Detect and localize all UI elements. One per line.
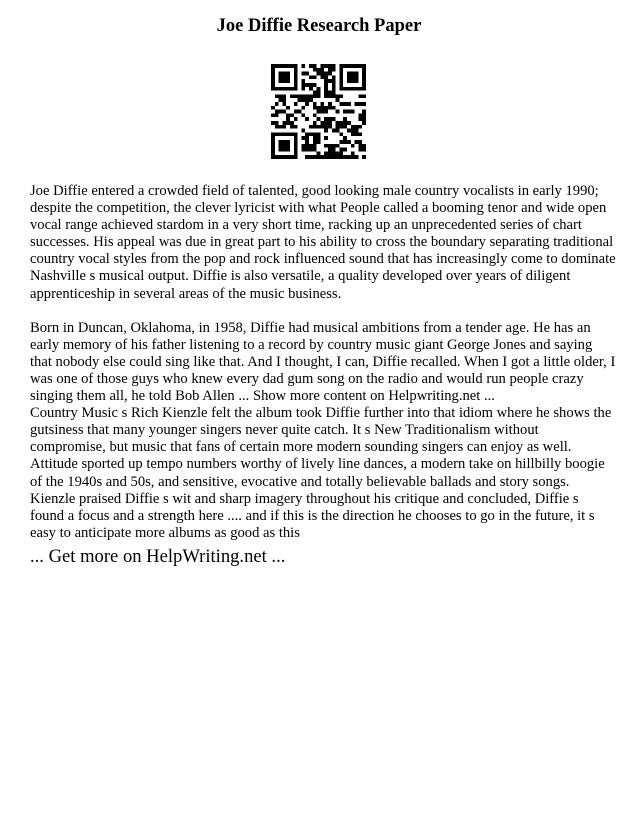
- get-more-link[interactable]: ... Get more on HelpWriting.net ...: [30, 546, 286, 567]
- page-title: Joe Diffie Research Paper: [216, 16, 422, 36]
- article-body: [30, 183, 616, 542]
- paragraph-early-life: Born in Duncan, Oklahoma, in 1958, Diffie had musical ambitions from a tender age. He has an early memory of his father listening to a record by country music giant George Jones and saying that nobody else could sing like that. And I thought, I can, Diffie recalled. When I got a little older, I was one of those guys who knew every dad gum song on the radio and would run people crazy singing them all, he told Bob Allen ... Show more content on Helpwriting.net ...: [30, 319, 616, 405]
- paragraph-intro: Joe Diffie entered a crowded field of talented, good looking male country vocalists in early 1990; despite the competition, the clever lyricist with what People called a booming tenor and wide open vocal range achieved stardom in a very short time, racking up an unprecedented series of chart successes. His appeal was due in great part to his ability to cross the boundary separating traditional country vocal styles from the pop and rock influenced sound that has increasingly come to dominate Nashville s musical output. Diffie is also versatile, a quality developed over years of diligent apprenticeship in several areas of the music business.: [30, 183, 616, 302]
- qr-code-graphic: [271, 64, 366, 159]
- paragraph-critique: Country Music s Rich Kienzle felt the album took Diffie further into that idiom where he shows the gutsiness that many younger singers never quite catch. It s New Traditionalism without compromise, but music that fans of certain more modern sounding singers can enjoy as well. Attitude sported up tempo numbers worthy of lively line dances, a modern take on hillbilly boogie of the 1940s and 50s, and sensitive, evocative and totally believable ballads and story songs. Kienzle praised Diffie s wit and sharp imagery throughout his critique and concluded, Diffie s found a focus and a strength here .... and if this is the direction he chooses to go in the future, it s easy to anticipate more albums as good as this: [30, 405, 612, 541]
- qr-code-icon[interactable]: [271, 64, 366, 159]
